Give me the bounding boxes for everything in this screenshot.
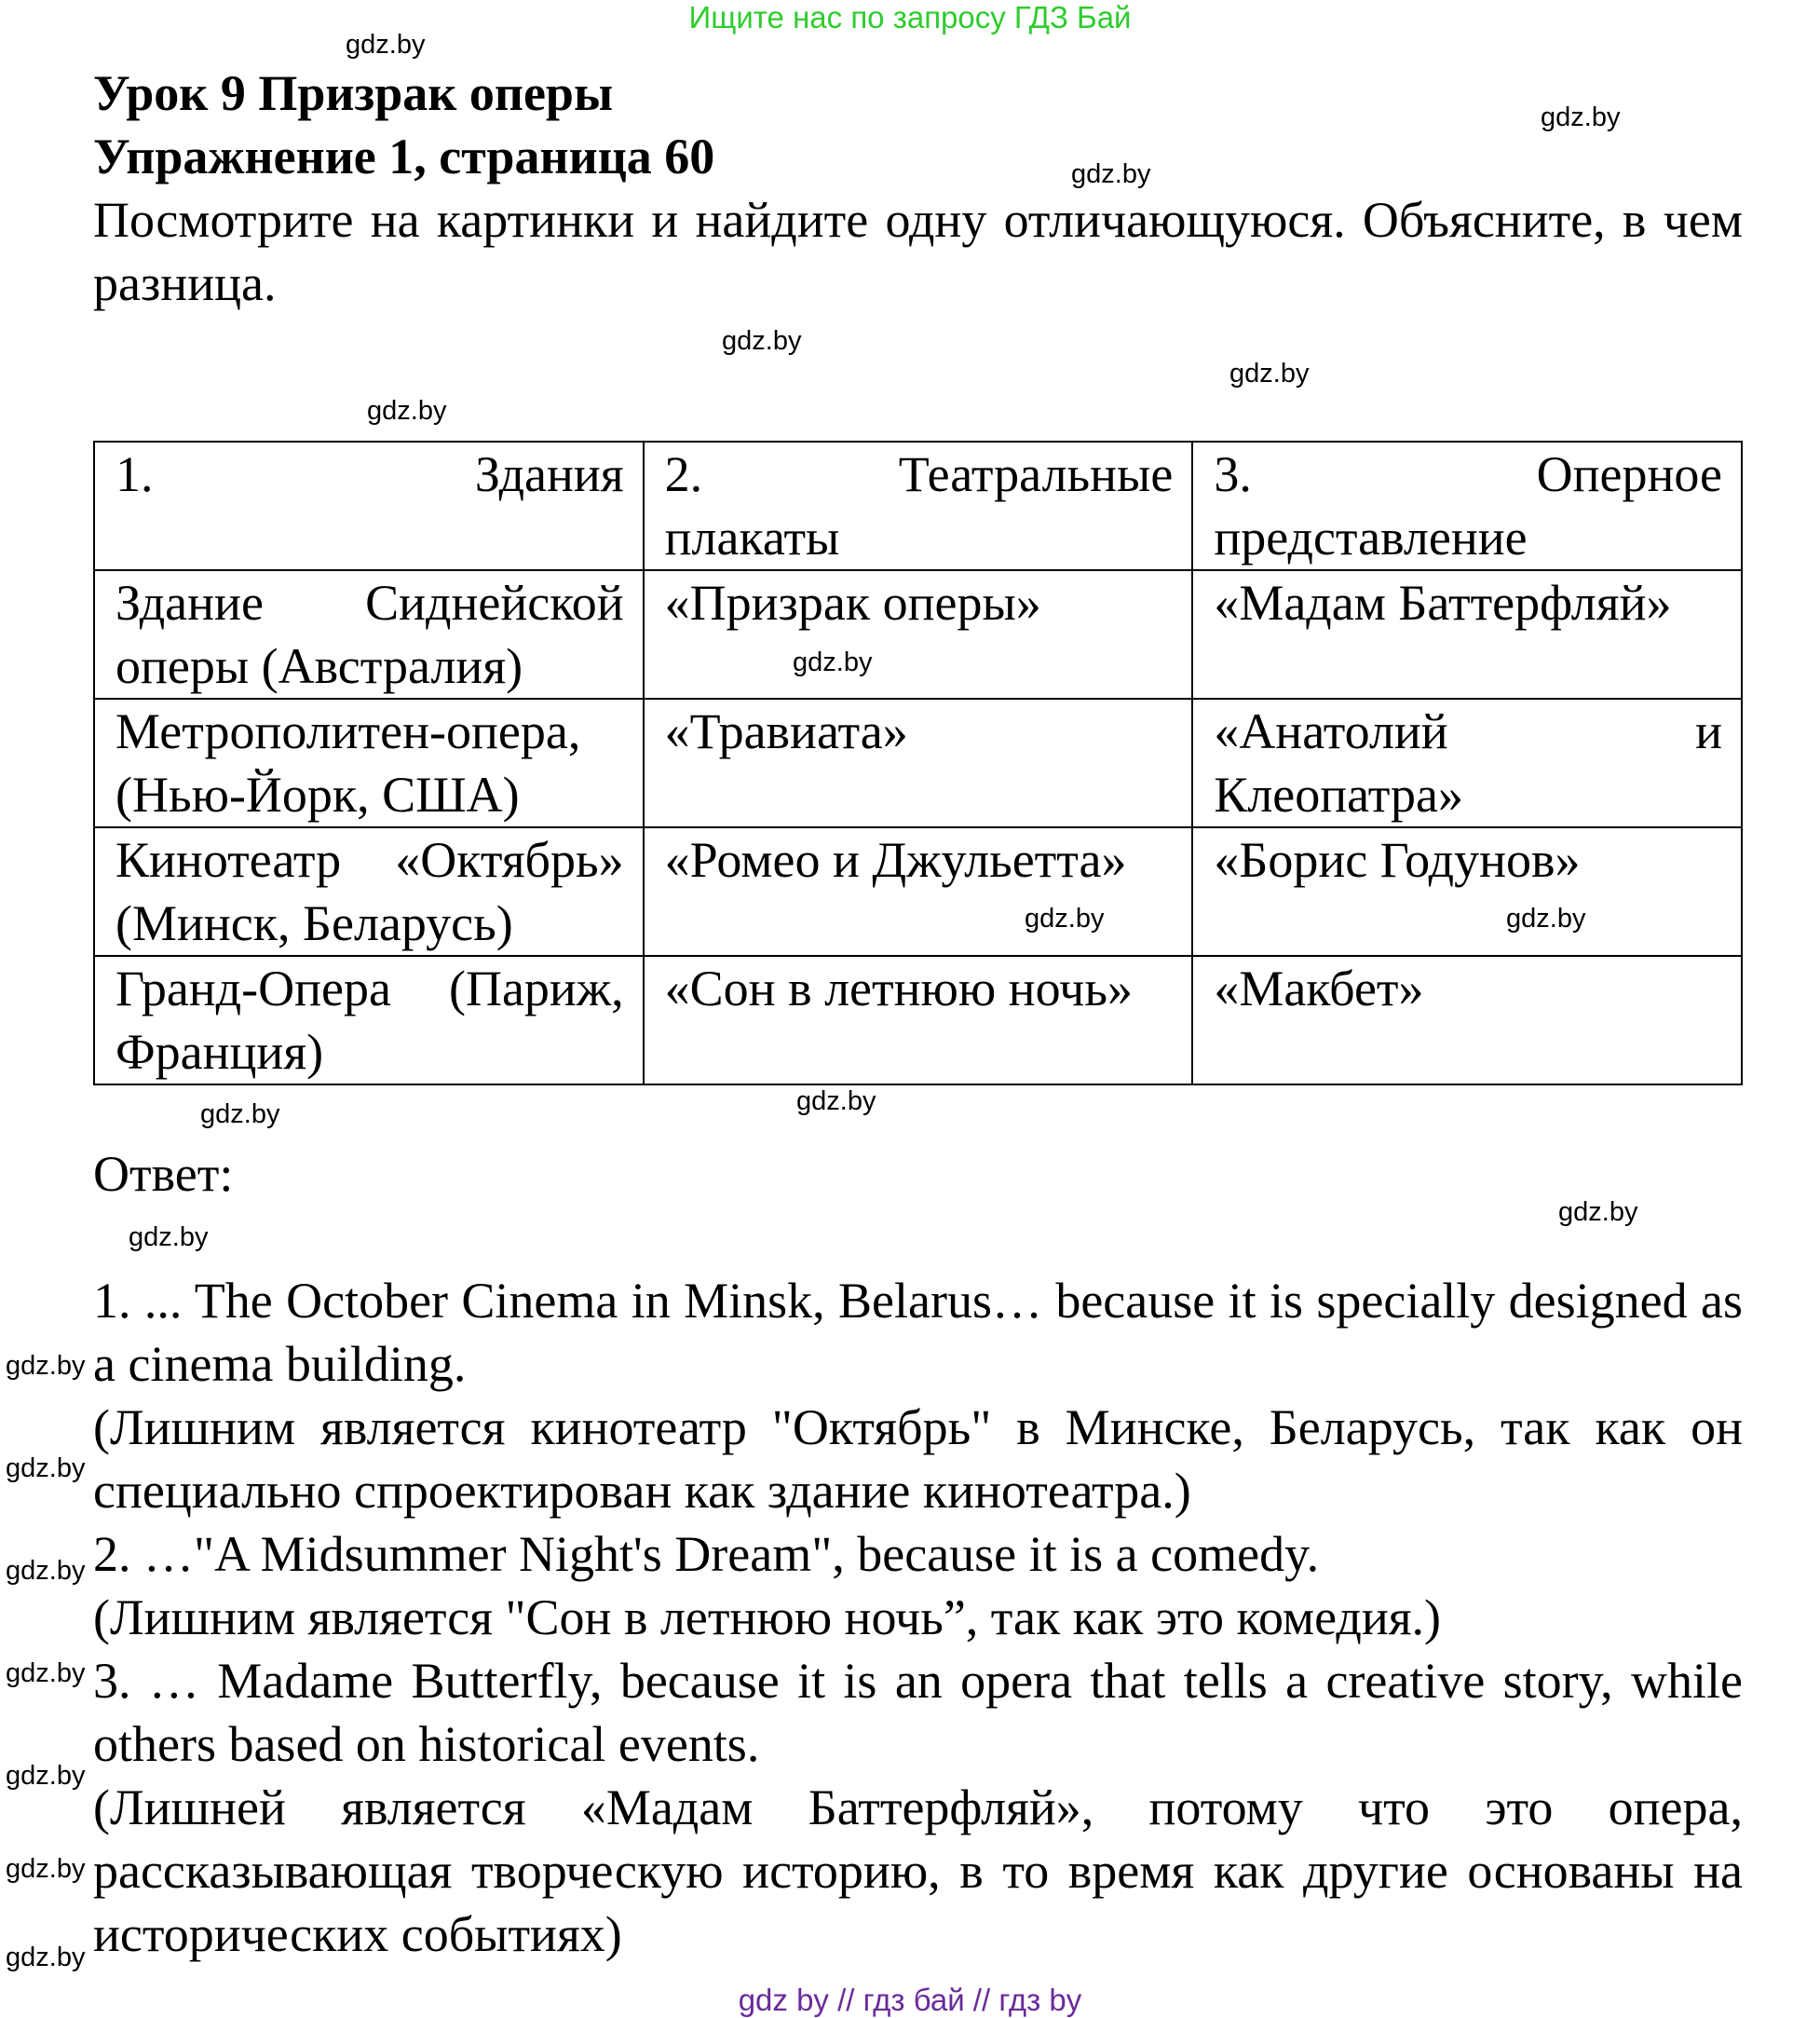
watermark: gdz.by	[129, 1222, 209, 1252]
watermark: gdz.by	[200, 1099, 280, 1129]
watermark: gdz.by	[6, 1854, 86, 1884]
watermark: gdz.by	[1025, 904, 1105, 934]
table-cell: «Макбет»	[1192, 956, 1742, 1084]
table-cell: «Призрак оперы»	[644, 570, 1193, 699]
table-row	[94, 699, 1742, 827]
table-cell: Метрополитен-опера, (Нью-Йорк, США)	[94, 699, 644, 827]
answer-2-en: 2. …"A Midsummer Night's Dream", because it is a comedy.	[93, 1526, 1320, 1582]
watermark: gdz.by	[722, 326, 802, 356]
watermark: gdz.by	[6, 1556, 86, 1586]
options-table	[93, 441, 1743, 1085]
answer-1-en: 1. ... The October Cinema in Minsk, Belarus… because it is specially designed as a cinema building.	[93, 1273, 1743, 1392]
table-cell: «Анатолий и Клеопатра»	[1192, 699, 1742, 827]
watermark: gdz.by	[367, 396, 447, 426]
task-text: Посмотрите на картинки и найдите одну отличающуюся. Объясните, в чем разница.	[93, 192, 1743, 311]
answer-1-ru: (Лишним является кинотеатр "Октябрь" в Минске, Беларусь, так как он специально спроектирован как здание кинотеатра.)	[93, 1399, 1743, 1519]
watermark: gdz.by	[6, 1453, 86, 1483]
table-row	[94, 570, 1742, 699]
table-row	[94, 827, 1742, 956]
table-cell: Гранд-Опера (Париж, Франция)	[94, 956, 644, 1084]
watermark: gdz.by	[1541, 102, 1621, 132]
answer-3-ru: (Лишней является «Мадам Баттерфляй», потому что это опера, рассказывающая творческую историю, в то время как другие основаны на исторических событиях)	[93, 1779, 1743, 1962]
search-banner: Ищите нас по запросу ГДЗ Бай	[688, 0, 1132, 34]
watermark: gdz.by	[6, 1761, 86, 1791]
answer-label: Ответ:	[93, 1146, 234, 1202]
table-header-row	[94, 442, 1742, 570]
answers-block	[93, 1269, 1743, 1966]
table-cell: «Травиата»	[644, 699, 1193, 827]
header-block	[93, 61, 1743, 315]
answer-2-ru: (Лишним является "Сон в летнюю ночь”, так как это комедия.)	[93, 1589, 1442, 1645]
table-cell: «Мадам Баттерфляй»	[1192, 570, 1742, 699]
watermark: gdz.by	[6, 1943, 86, 1972]
header-cell: 2. Театральные плакаты	[644, 442, 1193, 570]
header-cell: 1. Здания	[94, 442, 644, 570]
watermark: gdz.by	[1071, 159, 1151, 189]
table-cell: «Ромео и Джульетта»	[644, 827, 1193, 956]
table-cell: «Борис Годунов»	[1192, 827, 1742, 956]
exercise-title: Упражнение 1, страница 60	[93, 129, 715, 184]
watermark: gdz.by	[1506, 904, 1586, 934]
watermark: gdz.by	[793, 648, 873, 677]
lesson-title: Урок 9 Призрак оперы	[93, 65, 614, 121]
watermark: gdz.by	[346, 30, 426, 60]
watermark: gdz.by	[796, 1086, 876, 1116]
footer-links: gdz by // гдз бай // гдз by	[738, 1983, 1082, 2017]
header-cell: 3. Оперное представление	[1192, 442, 1742, 570]
table-cell: «Сон в летнюю ночь»	[644, 956, 1193, 1084]
watermark: gdz.by	[1229, 359, 1310, 389]
table-row	[94, 956, 1742, 1084]
watermark: gdz.by	[6, 1658, 86, 1688]
watermark: gdz.by	[6, 1351, 86, 1381]
answer-3-en: 3. … Madame Butterfly, because it is an opera that tells a creative story, while others based on historical events.	[93, 1653, 1743, 1772]
table-cell: Здание Сиднейской оперы (Австралия)	[94, 570, 644, 699]
table-cell: Кинотеатр «Октябрь» (Минск, Беларусь)	[94, 827, 644, 956]
watermark: gdz.by	[1558, 1197, 1638, 1227]
